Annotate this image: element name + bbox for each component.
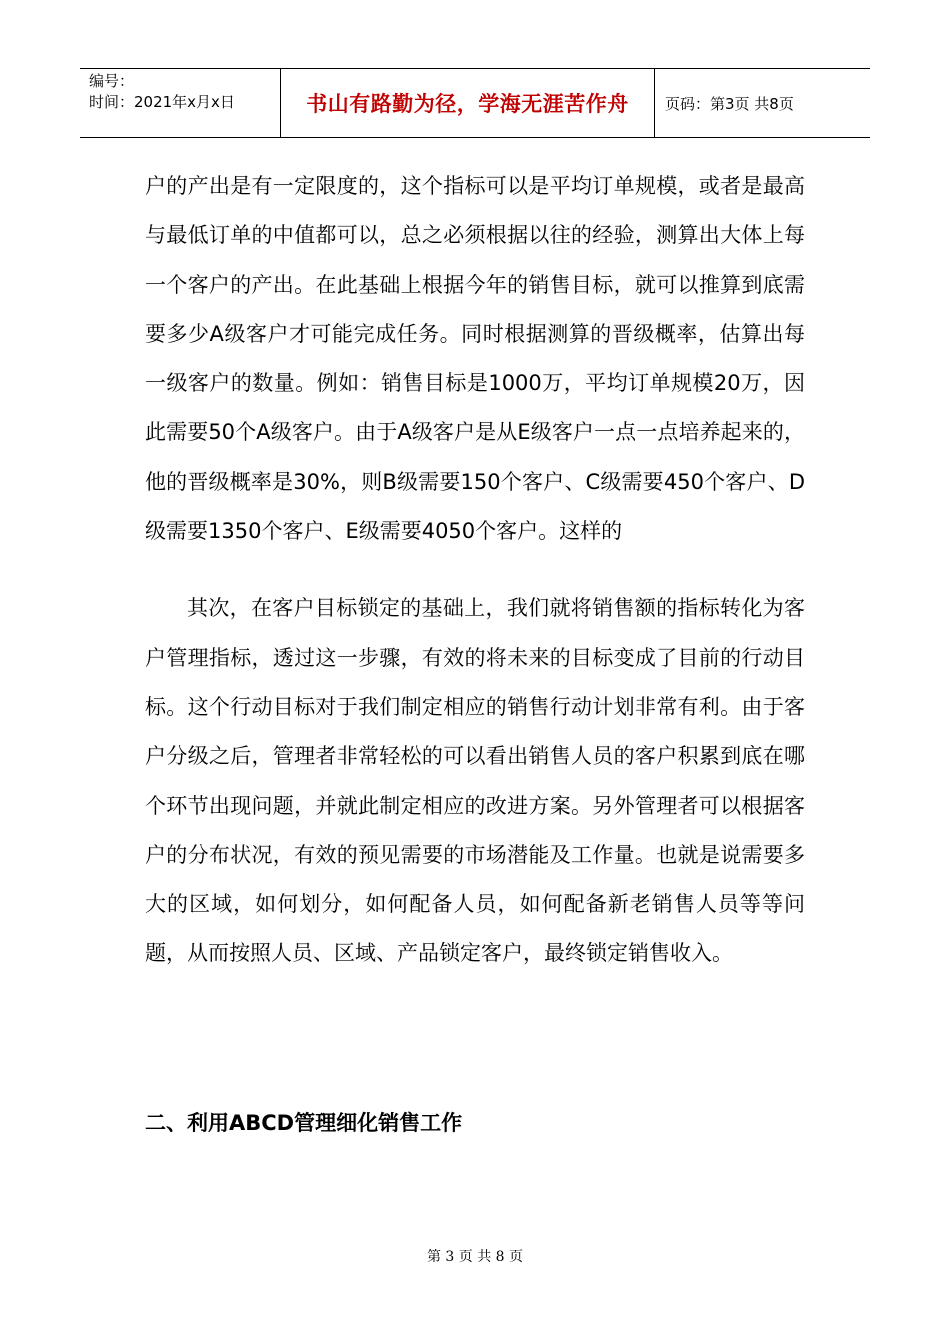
body-paragraph-2: 其次，在客户目标锁定的基础上，我们就将销售额的指标转化为客户管理指标，透过这一步骤，有效的将未来的目标变成了目前的行动目标。这个行动目标对于我们制定相应的销售行动计划非常有利。由于客户分级之后，管理者非常轻松的可以看出销售人员的客户积累到底在哪个环节出现问题，并就此制定相应的改进方案。另外管理者可以根据客户的分布状况，有效的预见需要的市场潜能及工作量。也就是说需要多大的区域，如何划分，如何配备人员，如何配备新老销售人员等等问题，从而按照人员、区域、产品锁定客户，最终锁定销售收入。: [145, 596, 805, 966]
document-header: [80, 68, 870, 138]
date-label: 时间：2021年x月x日: [89, 93, 235, 111]
page-footer: 第 3 页 共 8 页: [426, 1249, 524, 1265]
header-page-info: 页码：第3页 共8页: [665, 94, 794, 113]
document-body: [145, 162, 805, 979]
serial-number-label: 编号：: [89, 72, 135, 90]
header-motto: 书山有路勤为径，学海无涯苦作舟: [281, 69, 655, 137]
header-meta-cell: [80, 69, 281, 137]
body-paragraph-1: 户的产出是有一定限度的，这个指标可以是平均订单规模，或者是最高与最低订单的中值都可以，总之必须根据以往的经验，测算出大体上每一个客户的产出。在此基础上根据今年的销售目标，就可以推算到底需要多少A级客户才可能完成任务。同时根据测算的晋级概率，估算出每一级客户的数量。例如：销售目标是1000万，平均订单规模20万，因此需要50个A级客户。由于A级客户是从E级客户一点一点培养起来的，他的晋级概率是30%，则B级需要150个客户、C级需要450个客户、D级需要1350个客户、E级需要4050个客户。这样的: [145, 174, 805, 544]
section-heading: 二、利用ABCD管理细化销售工作: [145, 1111, 463, 1135]
